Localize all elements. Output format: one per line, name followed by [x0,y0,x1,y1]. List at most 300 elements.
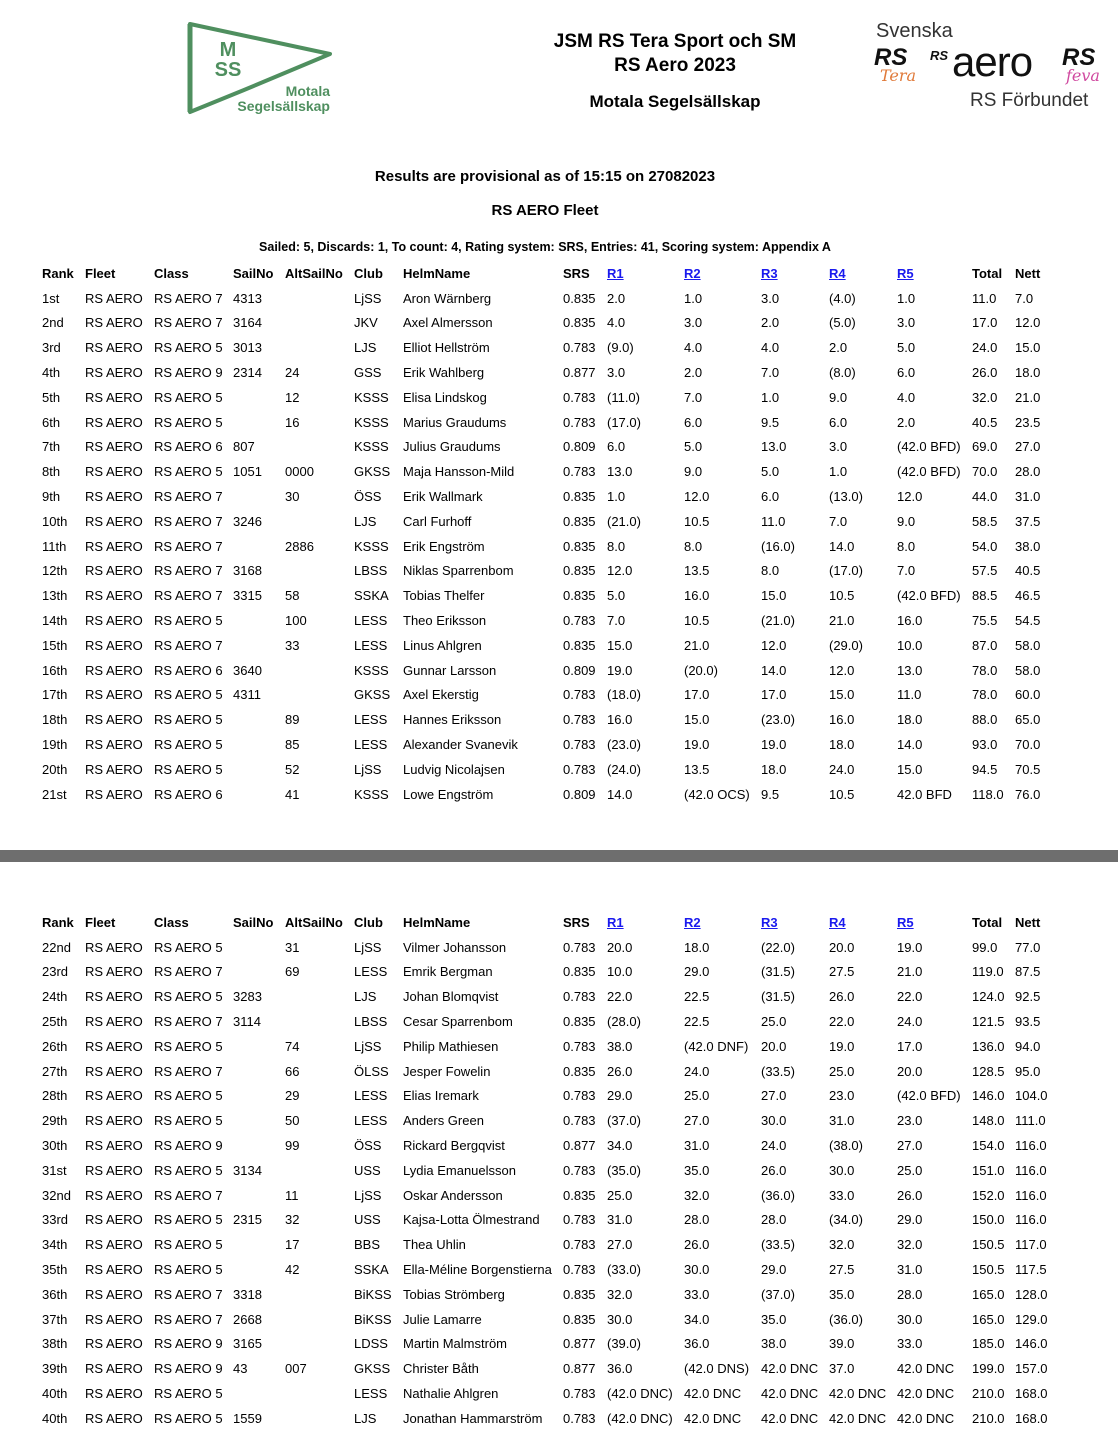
cell-r5: 42.0 DNC [897,1361,955,1377]
cell-total: 121.5 [972,1014,1005,1030]
cell-r1: (18.0) [607,687,641,703]
cell-r1: 10.0 [607,964,633,980]
cell-helmname: Axel Ekerstig [403,687,479,703]
cell-nett: 60.0 [1015,687,1041,703]
cell-r5: 7.0 [897,563,916,579]
table-row [36,1208,1055,1233]
cell-fleet: RS AERO [85,1063,143,1079]
cell-rank: 9th [42,489,61,505]
cell-r1: 15.0 [607,637,633,653]
col-helmname: HelmName [403,914,471,930]
cell-fleet: RS AERO [85,637,143,653]
cell-rank: 18th [42,712,68,728]
cell-r1: 29.0 [607,1088,633,1104]
provisional-notice: Results are provisional as of 15:15 on 27082023 [374,168,716,185]
cell-club: LDSS [354,1336,388,1352]
cell-r5: 42.0 DNC [897,1386,955,1402]
cell-total: 210.0 [972,1410,1005,1426]
cell-sailno [227,484,279,509]
cell-nett: 87.5 [1015,964,1041,980]
cell-srs: 0.835 [563,1286,596,1302]
col-rank: Rank [42,914,74,930]
cell-nett: 70.0 [1015,737,1041,753]
cell-r5: 4.0 [897,389,916,405]
table-row [36,1406,1055,1431]
table-row [36,360,1055,385]
cell-nett: 116.0 [1015,1187,1047,1203]
cell-helmname: Johan Blomqvist [403,989,499,1005]
cell-srs: 0.783 [563,389,596,405]
cell-helmname: Erik Wahlberg [403,365,485,381]
cell-club: ÖLSS [354,1063,389,1079]
cell-fleet: RS AERO [85,1311,143,1327]
table-row [36,1158,1055,1183]
cell-club: LBSS [354,563,388,579]
table-row [36,286,1055,311]
cell-altsailno: 11 [285,1187,299,1203]
cell-class: RS AERO 7 [154,513,223,529]
cell-fleet: RS AERO [85,1286,143,1302]
table-row [36,335,1055,360]
cell-nett: 23.5 [1015,414,1041,430]
cell-r4: (38.0) [829,1138,863,1154]
cell-r3: (37.0) [761,1286,795,1302]
cell-r2: 24.0 [684,1063,710,1079]
cell-r4: 18.0 [829,737,855,753]
cell-r3: 3.0 [761,290,780,306]
cell-sailno: 43 [233,1361,248,1377]
cell-sailno [227,732,279,757]
cell-r4: 27.5 [829,1262,855,1278]
cell-sailno [227,1059,279,1084]
cell-fleet: RS AERO [85,538,143,554]
cell-r2: 32.0 [684,1187,710,1203]
col-r5-link[interactable]: R5 [897,914,914,930]
cell-total: 136.0 [972,1038,1005,1054]
col-fleet: Fleet [85,265,116,281]
cell-r2: 15.0 [684,712,710,728]
cell-altsailno: 29 [285,1088,300,1104]
header-row [36,910,1055,935]
col-r1-link[interactable]: R1 [607,914,624,930]
cell-rank: 3rd [42,340,61,356]
cell-r3: 25.0 [761,1014,787,1030]
cell-total: 99.0 [972,939,998,955]
header-row [36,261,1055,286]
cell-nett: 54.5 [1015,613,1041,629]
cell-helmname: Cesar Sparrenbom [403,1014,513,1030]
cell-helmname: Erik Wallmark [403,489,483,505]
cell-r5: 12.0 [897,489,923,505]
cell-total: 151.0 [972,1162,1005,1178]
cell-r2: 27.0 [684,1113,710,1129]
cell-helmname: Vilmer Johansson [403,939,507,955]
cell-altsailno [279,286,348,311]
cell-helmname: Marius Graudums [403,414,507,430]
cell-altsailno [279,1332,348,1357]
cell-sailno: 3114 [233,1014,261,1030]
cell-r5: 6.0 [897,365,916,381]
cell-r5: 29.0 [897,1212,923,1228]
cell-club: LJS [354,1410,377,1426]
cell-srs: 0.835 [563,637,596,653]
cell-r2: 12.0 [684,489,710,505]
cell-class: RS AERO 5 [154,1262,223,1278]
cell-srs: 0.783 [563,464,596,480]
cell-altsailno: 24 [285,365,300,381]
cell-r3: 6.0 [761,489,780,505]
cell-r2: 13.5 [684,563,710,579]
logo-name-line1: Motala [285,83,330,99]
cell-srs: 0.783 [563,1410,596,1426]
cell-r2: 22.5 [684,1014,710,1030]
cell-rank: 4th [42,365,61,381]
cell-class: RS AERO 5 [154,1038,223,1054]
cell-r5: 9.0 [897,513,916,529]
cell-r2: 17.0 [684,687,710,703]
cell-nett: 77.0 [1015,939,1041,955]
cell-club: LESS [354,613,388,629]
cell-total: 128.5 [972,1063,1005,1079]
col-r1-link[interactable]: R1 [607,265,624,281]
cell-r5: 23.0 [897,1113,923,1129]
cell-class: RS AERO 7 [154,315,223,331]
cell-total: 124.0 [972,989,1005,1005]
cell-fleet: RS AERO [85,563,143,579]
cell-r5: 16.0 [897,613,923,629]
table-row [36,1332,1055,1357]
table-row [36,1257,1055,1282]
cell-nett: 18.0 [1015,365,1041,381]
cell-total: 185.0 [972,1336,1005,1352]
cell-r5: 3.0 [897,315,916,331]
cell-fleet: RS AERO [85,1113,143,1129]
cell-club: ÖSS [354,1138,382,1154]
cell-club: LjSS [354,1187,382,1203]
cell-altsailno [279,1307,348,1332]
cell-r3: 42.0 DNC [761,1386,819,1402]
cell-rank: 31st [42,1162,67,1178]
cell-r5: (42.0 BFD) [897,1088,961,1104]
cell-nett: 38.0 [1015,538,1041,554]
cell-srs: 0.783 [563,340,596,356]
col-srs: SRS [563,914,590,930]
cell-fleet: RS AERO [85,613,143,629]
cell-altsailno [279,509,348,534]
club-pennant-logo [184,20,334,116]
cell-class: RS AERO 7 [154,1063,223,1079]
cell-class: RS AERO 5 [154,613,223,629]
cell-helmname: Theo Eriksson [403,613,487,629]
table-row [36,1232,1055,1257]
cell-altsailno: 58 [285,588,300,604]
cell-club: LESS [354,964,388,980]
cell-nett: 37.5 [1015,513,1041,529]
col-r4-link[interactable]: R4 [829,265,846,281]
cell-r4: 26.0 [829,989,855,1005]
cell-r4: 42.0 DNC [829,1386,887,1402]
col-club: Club [354,914,383,930]
col-r4-link[interactable]: R4 [829,914,846,930]
cell-altsailno [279,1406,348,1431]
cell-altsailno: 74 [285,1038,300,1054]
cell-r4: 21.0 [829,613,855,629]
cell-rank: 22nd [42,939,71,955]
cell-helmname: Hannes Eriksson [403,712,502,728]
cell-rank: 26th [42,1038,68,1054]
cell-r4: 1.0 [829,464,848,480]
table-row [36,509,1055,534]
cell-class: RS AERO 9 [154,1138,223,1154]
organizing-club: Motala Segelsällskap [589,92,761,111]
cell-class: RS AERO 5 [154,737,223,753]
cell-r1: 6.0 [607,439,626,455]
cell-r1: 31.0 [607,1212,633,1228]
col-total: Total [972,914,1003,930]
cell-r1: 4.0 [607,315,626,331]
cell-r4: 42.0 DNC [829,1410,887,1426]
cell-r1: (11.0) [607,389,640,405]
cell-total: 44.0 [972,489,998,505]
cell-club: KSSS [354,538,389,554]
event-title-block [480,30,870,112]
cell-r4: 33.0 [829,1187,855,1203]
cell-r3: (36.0) [761,1187,795,1203]
cell-sailno [227,1108,279,1133]
cell-srs: 0.835 [563,1311,596,1327]
cell-total: 40.5 [972,414,998,430]
cell-r3: 30.0 [761,1113,787,1129]
table-row [36,757,1055,782]
cell-club: LESS [354,712,388,728]
col-fleet: Fleet [85,914,116,930]
cell-altsailno [279,1282,348,1307]
cell-class: RS AERO 7 [154,588,223,604]
cell-fleet: RS AERO [85,389,143,405]
cell-r4: 22.0 [829,1014,855,1030]
table-row [36,1183,1055,1208]
logo-aero: aero [952,38,1033,85]
cell-r2: 1.0 [684,290,703,306]
cell-r2: 5.0 [684,439,703,455]
cell-r3: 9.5 [761,414,780,430]
cell-class: RS AERO 5 [154,389,223,405]
cell-nett: 157.0 [1015,1361,1048,1377]
cell-nett: 46.5 [1015,588,1041,604]
cell-sailno [227,1381,279,1406]
cell-fleet: RS AERO [85,712,143,728]
cell-r2: 26.0 [684,1237,710,1253]
cell-r1: (33.0) [607,1262,641,1278]
cell-r2: 10.5 [684,513,710,529]
cell-r1: 7.0 [607,613,626,629]
cell-total: 87.0 [972,637,998,653]
cell-club: SSKA [354,1262,389,1278]
cell-r4: 10.5 [829,588,855,604]
cell-total: 199.0 [972,1361,1005,1377]
col-r3-link[interactable]: R3 [761,914,778,930]
cell-r3: 18.0 [761,761,787,777]
cell-altsailno: 12 [285,389,300,405]
cell-nett: 40.5 [1015,563,1041,579]
cell-fleet: RS AERO [85,1162,143,1178]
cell-r4: (4.0) [829,290,856,306]
cell-rank: 13th [42,588,68,604]
col-total: Total [972,265,1003,281]
cell-srs: 0.877 [563,365,596,381]
cell-class: RS AERO 5 [154,712,223,728]
cell-nett: 93.5 [1015,1014,1041,1030]
cell-r2: 13.5 [684,761,710,777]
cell-nett: 116.0 [1015,1138,1047,1154]
cell-nett: 7.0 [1015,290,1034,306]
cell-club: LBSS [354,1014,388,1030]
cell-helmname: Kajsa-Lotta Ölmestrand [403,1212,540,1228]
cell-total: 26.0 [972,365,998,381]
event-title-line1: JSM RS Tera Sport och SM [553,31,797,52]
cell-srs: 0.835 [563,1014,596,1030]
cell-nett: 104.0 [1015,1088,1048,1104]
cell-total: 88.5 [972,588,998,604]
cell-srs: 0.835 [563,315,596,331]
cell-r1: (21.0) [607,513,641,529]
col-r2-link[interactable]: R2 [684,265,701,281]
table-row [36,658,1055,683]
table-row [36,782,1055,807]
cell-r4: 31.0 [829,1113,855,1129]
cell-rank: 24th [42,989,68,1005]
cell-total: 210.0 [972,1386,1005,1402]
cell-club: LESS [354,1113,388,1129]
cell-class: RS AERO 7 [154,1187,223,1203]
cell-altsailno [279,335,348,360]
cell-r5: 42.0 DNC [897,1410,955,1426]
cell-rank: 39th [42,1361,68,1377]
cell-r4: 23.0 [829,1088,855,1104]
cell-rank: 6th [42,414,61,430]
cell-fleet: RS AERO [85,340,143,356]
cell-class: RS AERO 6 [154,786,223,802]
cell-helmname: Aron Wärnberg [403,290,492,306]
cell-r3: 27.0 [761,1088,787,1104]
col-helmname: HelmName [403,265,471,281]
cell-helmname: Lowe Engström [403,786,494,802]
cell-r2: 7.0 [684,389,703,405]
cell-sailno [227,633,279,658]
cell-helmname: Axel Almersson [403,315,493,331]
cell-total: 118.0 [972,786,1004,802]
cell-helmname: Gunnar Larsson [403,662,497,678]
event-title-line2: RS Aero 2023 [614,55,736,76]
col-r5-link[interactable]: R5 [897,265,914,281]
cell-sailno: 3246 [233,513,262,529]
cell-class: RS AERO 7 [154,964,223,980]
cell-sailno: 3315 [233,588,262,604]
cell-club: LjSS [354,939,382,955]
cell-r2: 6.0 [684,414,703,430]
cell-srs: 0.809 [563,662,596,678]
fleet-title: RS AERO Fleet [491,202,599,219]
cell-nett: 128.0 [1015,1286,1048,1302]
cell-srs: 0.783 [563,613,596,629]
cell-nett: 111.0 [1015,1113,1046,1129]
cell-sailno: 807 [233,439,255,455]
cell-altsailno: 66 [285,1063,300,1079]
cell-srs: 0.783 [563,1212,596,1228]
cell-altsailno: 30 [285,489,300,505]
cell-r3: 13.0 [761,439,787,455]
cell-helmname: Thea Uhlin [403,1237,466,1253]
cell-r2: (42.0 DNF) [684,1038,749,1054]
logo-letters-bottom: SS [214,59,242,81]
cell-fleet: RS AERO [85,939,143,955]
cell-altsailno [279,683,348,708]
cell-r5: 31.0 [897,1262,923,1278]
cell-sailno [227,1133,279,1158]
cell-srs: 0.835 [563,290,596,306]
cell-club: ÖSS [354,489,382,505]
col-srs: SRS [563,265,590,281]
col-r3-link[interactable]: R3 [761,265,778,281]
cell-r1: 5.0 [607,588,626,604]
cell-r4: 12.0 [829,662,855,678]
cell-nett: 116.0 [1015,1162,1047,1178]
cell-fleet: RS AERO [85,687,143,703]
cell-r5: 19.0 [897,939,923,955]
cell-club: GKSS [354,464,391,480]
cell-r2: 8.0 [684,538,703,554]
col-r2-link[interactable]: R2 [684,914,701,930]
logo-name-line2: Segelsällskap [237,98,330,114]
cell-r1: 27.0 [607,1237,633,1253]
cell-r3: 11.0 [761,513,786,529]
cell-sailno [227,1183,279,1208]
cell-club: JKV [354,315,378,331]
cell-srs: 0.835 [563,1187,596,1203]
cell-r4: (13.0) [829,489,863,505]
cell-club: KSSS [354,414,389,430]
cell-r5: 27.0 [897,1138,923,1154]
series-summary: Sailed: 5, Discards: 1, To count: 4, Rating system: SRS, Entries: 41, Scoring system: Appendix A [259,240,831,254]
cell-rank: 16th [42,662,68,678]
cell-total: 146.0 [972,1088,1005,1104]
cell-helmname: Anders Green [403,1113,484,1129]
cell-srs: 0.877 [563,1361,596,1377]
cell-r5: 30.0 [897,1311,923,1327]
cell-r2: 21.0 [684,637,710,653]
cell-r5: (42.0 BFD) [897,464,961,480]
cell-r4: (17.0) [829,563,863,579]
cell-helmname: Alexander Svanevik [403,737,518,753]
cell-class: RS AERO 9 [154,1336,223,1352]
cell-total: 24.0 [972,340,998,356]
col-nett: Nett [1015,914,1041,930]
cell-club: LJS [354,340,377,356]
cell-club: LESS [354,1088,388,1104]
cell-nett: 129.0 [1015,1311,1048,1327]
cell-rank: 27th [42,1063,68,1079]
cell-class: RS AERO 7 [154,563,223,579]
cell-altsailno: 31 [285,939,300,955]
cell-total: 78.0 [972,662,998,678]
col-sailno: SailNo [233,265,274,281]
cell-r1: (37.0) [607,1113,641,1129]
cell-helmname: Elisa Lindskog [403,389,487,405]
cell-r2: 22.5 [684,989,710,1005]
cell-r3: 24.0 [761,1138,787,1154]
cell-sailno [227,608,279,633]
cell-r2: 31.0 [684,1138,710,1154]
